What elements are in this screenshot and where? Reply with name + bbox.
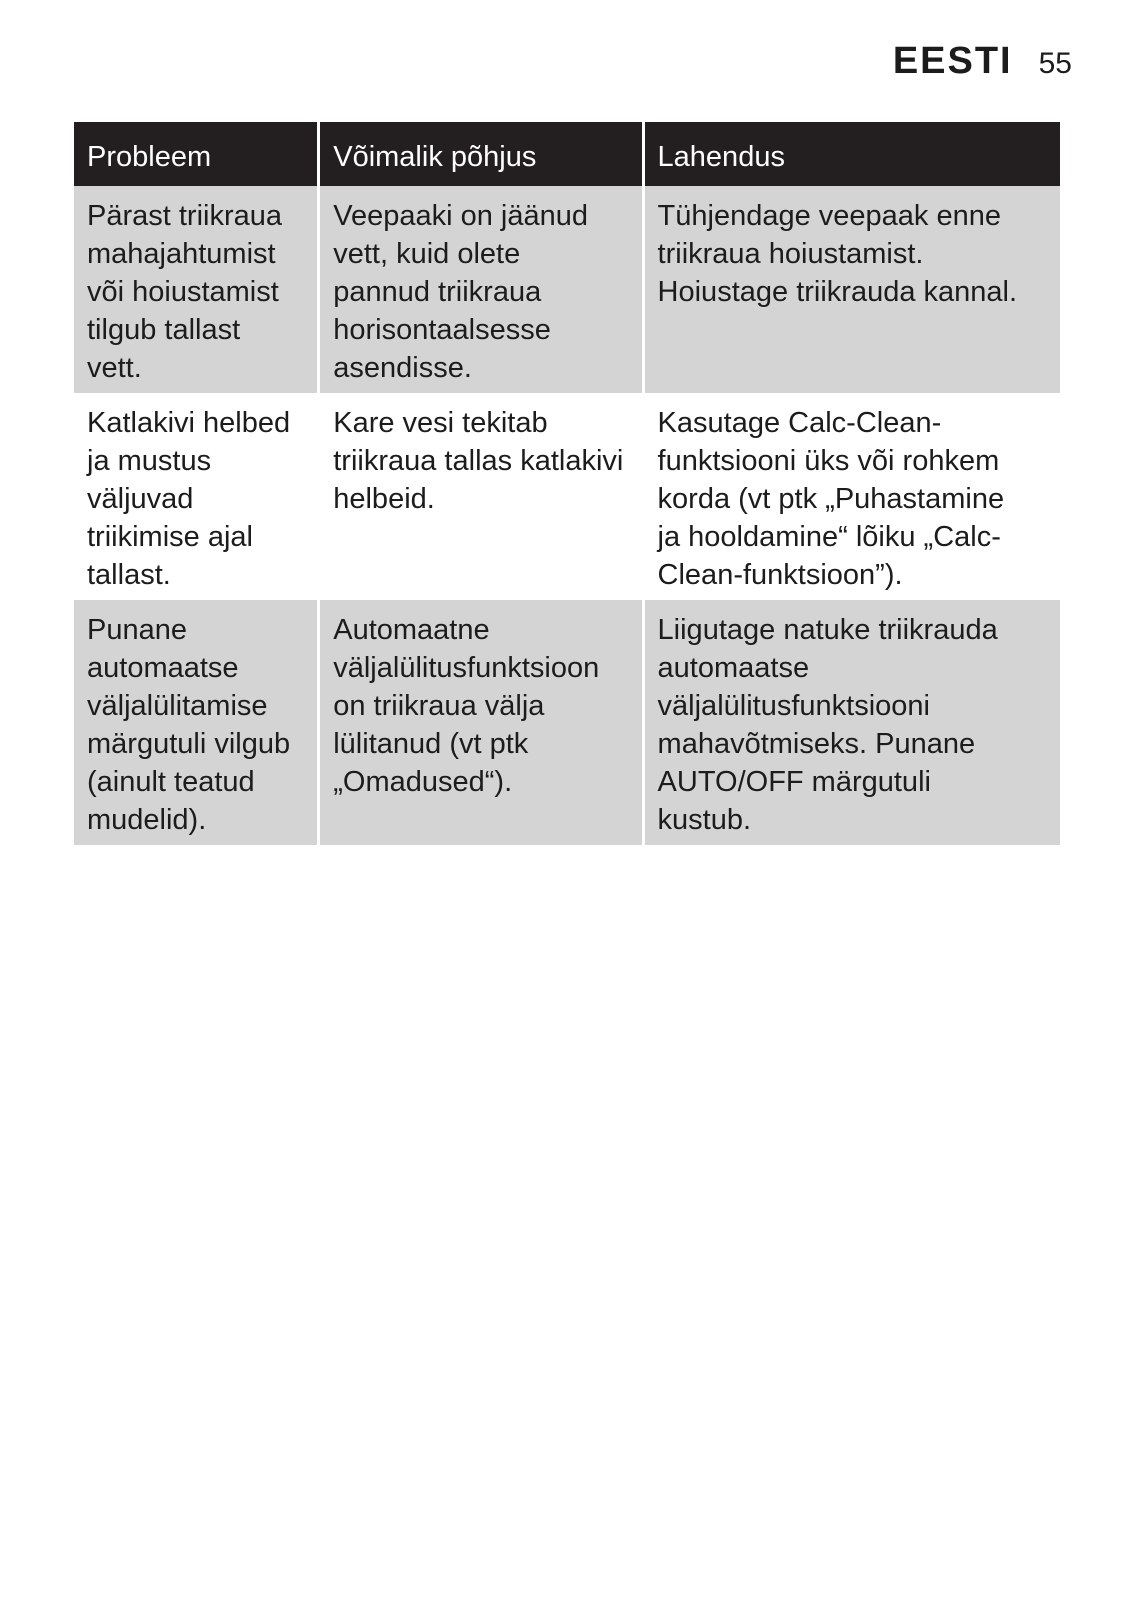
column-header-cause: Võimalik põhjus bbox=[320, 122, 641, 186]
solution-cell bbox=[645, 186, 1060, 393]
cause-cell bbox=[320, 393, 641, 600]
solution-cell bbox=[645, 393, 1060, 600]
table-row bbox=[74, 600, 1060, 845]
column-header-solution: Lahendus bbox=[645, 122, 1060, 186]
problem-cell bbox=[74, 186, 317, 393]
cause-text: Automaatne väljalülitusfunktsioon on triikraua välja lülitanud (vt ptk „Omadused“). bbox=[333, 614, 600, 798]
problem-cell bbox=[74, 393, 317, 600]
column-header-problem: Probleem bbox=[74, 122, 317, 186]
page-header bbox=[893, 40, 1072, 83]
solution-text: Tühjendage veepaak enne triikraua hoiustamist. Hoiustage triikrauda kannal. bbox=[657, 200, 1018, 308]
cause-cell bbox=[320, 186, 641, 393]
cause-text: Veepaaki on jäänud vett, kuid olete pannud triikraua horisontaalsesse asendisse. bbox=[333, 200, 589, 384]
cause-cell bbox=[320, 600, 641, 845]
solution-text: Liigutage natuke triikrauda automaatse väljalülitusfunktsiooni mahavõtmiseks. Punane AUTO/OFF märgutuli kustub. bbox=[657, 614, 998, 836]
page-number: 55 bbox=[1038, 47, 1072, 80]
problem-text: Pärast triikraua mahajahtumist või hoiustamist tilgub tallast vett. bbox=[87, 200, 283, 384]
problem-text: Punane automaatse väljalülitamise märgutuli vilgub (ainult teatud mudelid). bbox=[87, 614, 291, 836]
problem-text: Katlakivi helbed ja mustus väljuvad triikimise ajal tallast. bbox=[87, 407, 291, 591]
table-row bbox=[74, 186, 1060, 393]
cause-text: Kare vesi tekitab triikraua tallas katlakivi helbeid. bbox=[333, 407, 624, 515]
table-header-row bbox=[74, 122, 1060, 186]
table-row bbox=[74, 393, 1060, 600]
solution-cell bbox=[645, 600, 1060, 845]
solution-text: Kasutage Calc-Clean- funktsiooni üks või rohkem korda (vt ptk „Puhastamine ja hooldamine“ lõiku „Calc- Clean-funktsioon”). bbox=[657, 407, 1005, 591]
troubleshooting-table bbox=[71, 122, 1063, 845]
problem-cell bbox=[74, 600, 317, 845]
language-label: EESTI bbox=[892, 40, 1013, 82]
